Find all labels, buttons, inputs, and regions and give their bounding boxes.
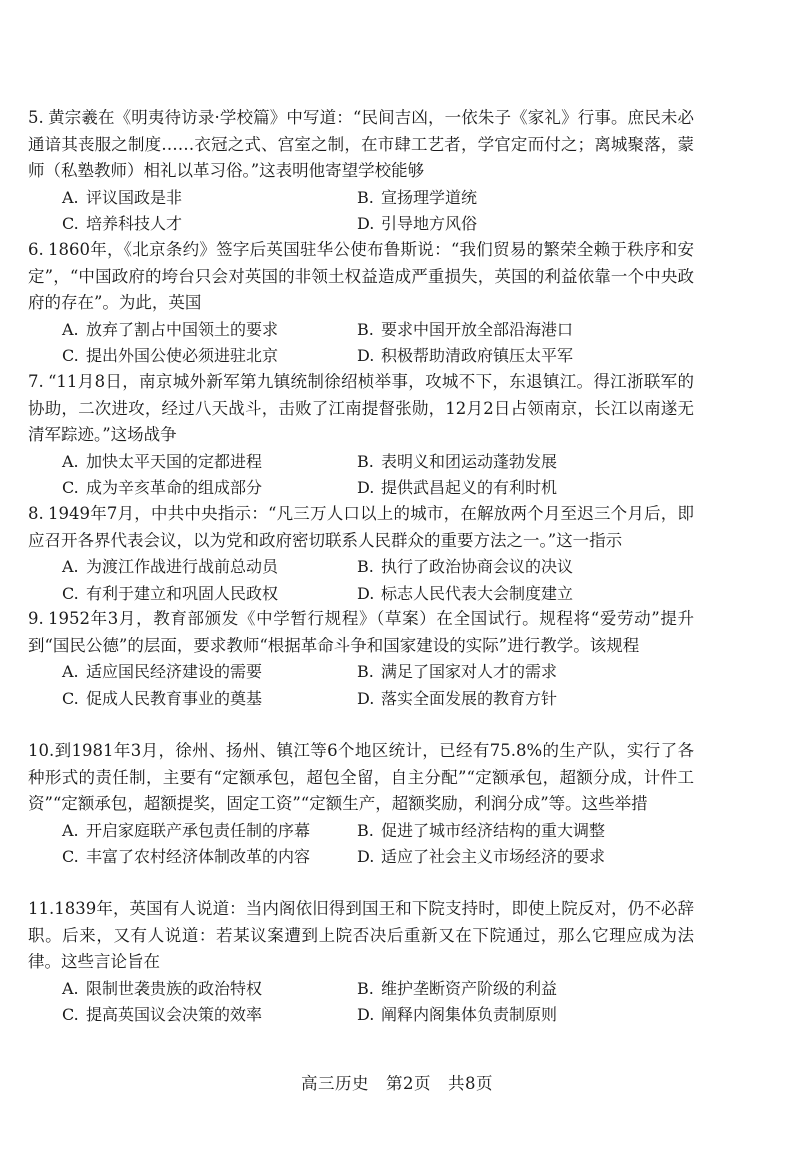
question-number: 6. bbox=[28, 240, 44, 259]
option-c[interactable]: C. 成为辛亥革命的组成部分 bbox=[62, 478, 263, 497]
question-10 bbox=[28, 738, 694, 871]
page-footer: 高三历史 第2页 共8页 bbox=[301, 1074, 493, 1093]
options bbox=[62, 818, 694, 871]
question-text: 1839年，英国有人说道：当内阁依旧得到国王和下院支持时，即使上院反对，仍不必辞职。后来，又有人说道：若某议案遭到上院否决后重新又在下院通过，那么它理应成为法律。这些言论旨在 bbox=[28, 899, 694, 971]
option-a[interactable]: A. 放弃了割占中国领土的要求 bbox=[62, 319, 279, 339]
question-stem bbox=[28, 606, 694, 659]
options bbox=[62, 185, 694, 238]
option-d[interactable]: D. 落实全面发展的教育方针 bbox=[357, 688, 558, 708]
option-d[interactable]: D. 提供武昌起义的有利时机 bbox=[357, 478, 558, 497]
question-9 bbox=[28, 606, 694, 712]
option-a[interactable]: A. 评议国政是非 bbox=[62, 187, 183, 207]
question-stem bbox=[28, 738, 694, 818]
question-8 bbox=[28, 501, 694, 607]
option-c[interactable]: C. 培养科技人才 bbox=[62, 214, 183, 233]
question-number: 8. bbox=[28, 504, 44, 523]
question-number: 5. bbox=[28, 108, 44, 127]
question-stem bbox=[28, 501, 694, 554]
question-stem bbox=[28, 896, 694, 976]
option-b[interactable]: B. 宣扬理学道统 bbox=[357, 187, 478, 207]
option-c[interactable]: C. 有利于建立和巩固人民政权 bbox=[62, 583, 279, 603]
question-stem bbox=[28, 369, 694, 449]
option-d[interactable]: D. 阐释内阁集体负责制原则 bbox=[357, 1005, 558, 1024]
options bbox=[62, 449, 694, 502]
question-11 bbox=[28, 896, 694, 1029]
option-d[interactable]: D. 引导地方风俗 bbox=[357, 214, 478, 233]
options bbox=[62, 554, 694, 607]
question-text: “11月8日，南京城外新军第九镇统制徐绍桢举事，攻城不下，东退镇江。得江浙联军的协助，二次进攻，经过八天战斗，击败了江南提督张勋，12月2日占领南京，长江以南遂无清军踪迹。”这场战争 bbox=[28, 372, 694, 444]
question-7 bbox=[28, 369, 694, 502]
question-text: 1949年7月，中共中央指示：“凡三万人口以上的城市，在解放两个月至迟三个月后，即应召开各界代表会议，以为党和政府密切联系人民群众的重要方法之一。”这一指示 bbox=[28, 504, 694, 550]
question-number: 10. bbox=[28, 741, 55, 760]
question-text: 到1981年3月，徐州、扬州、镇江等6个地区统计，已经有75.8%的生产队，实行了各种形式的责任制，主要有“定额承包，超包全留，自主分配”“定额承包，超额分成，计件工资”“定额承包，超额提奖，固定工资”“定额生产，超额奖励，利润分成”等。这些举措 bbox=[28, 741, 694, 813]
option-b[interactable]: B. 表明义和团运动蓬勃发展 bbox=[357, 451, 558, 471]
option-b[interactable]: B. 执行了政治协商会议的决议 bbox=[357, 557, 574, 576]
question-stem bbox=[28, 237, 694, 317]
question-stem bbox=[28, 105, 694, 185]
options bbox=[62, 317, 694, 370]
option-c[interactable]: C. 丰富了农村经济体制改革的内容 bbox=[62, 847, 311, 866]
question-5 bbox=[28, 105, 694, 238]
options bbox=[62, 659, 694, 712]
option-c[interactable]: C. 促成人民教育事业的奠基 bbox=[62, 688, 263, 708]
question-6 bbox=[28, 237, 694, 370]
option-b[interactable]: B. 要求中国开放全部沿海港口 bbox=[357, 319, 574, 339]
question-text: 黄宗羲在《明夷待访录·学校篇》中写道：“民间吉凶，一依朱子《家礼》行事。庶民未必通谙其丧服之制度……衣冠之式、宫室之制，在市肆工艺者，学官定而付之；离城聚落，蒙师（私塾教师）相礼以革习俗。”这表明他寄望学校能够 bbox=[28, 108, 694, 180]
option-b[interactable]: B. 促进了城市经济结构的重大调整 bbox=[357, 820, 606, 840]
option-b[interactable]: B. 满足了国家对人才的需求 bbox=[357, 662, 558, 681]
question-number: 7. bbox=[28, 372, 44, 391]
option-c[interactable]: C. 提高英国议会决策的效率 bbox=[62, 1005, 263, 1024]
options bbox=[62, 976, 694, 1029]
option-a[interactable]: A. 加快太平天国的定都进程 bbox=[62, 451, 263, 471]
question-text: 1952年3月，教育部颁发《中学暂行规程》（草案）在全国试行。规程将“爱劳动”提升到“国民公德”的层面，要求教师“根据革命斗争和国家建设的实际”进行教学。该规程 bbox=[28, 609, 694, 655]
option-d[interactable]: D. 积极帮助清政府镇压太平军 bbox=[357, 346, 574, 365]
option-a[interactable]: A. 为渡江作战进行战前总动员 bbox=[62, 557, 279, 576]
option-d[interactable]: D. 适应了社会主义市场经济的要求 bbox=[357, 847, 606, 866]
option-a[interactable]: A. 限制世袭贵族的政治特权 bbox=[62, 978, 263, 998]
option-d[interactable]: D. 标志人民代表大会制度建立 bbox=[357, 583, 574, 603]
question-number: 11. bbox=[28, 899, 55, 918]
question-number: 9. bbox=[28, 609, 44, 628]
option-b[interactable]: B. 维护垄断资产阶级的利益 bbox=[357, 978, 558, 998]
option-a[interactable]: A. 适应国民经济建设的需要 bbox=[62, 662, 263, 681]
option-a[interactable]: A. 开启家庭联产承包责任制的序幕 bbox=[62, 820, 311, 840]
option-c[interactable]: C. 提出外国公使必须进驻北京 bbox=[62, 346, 279, 365]
question-text: 1860年，《北京条约》签字后英国驻华公使布鲁斯说：“我们贸易的繁荣全赖于秩序和安定”，“中国政府的垮台只会对英国的非领土权益造成严重损失，英国的利益依靠一个中央政府的存在”。为此，英国 bbox=[28, 240, 694, 312]
